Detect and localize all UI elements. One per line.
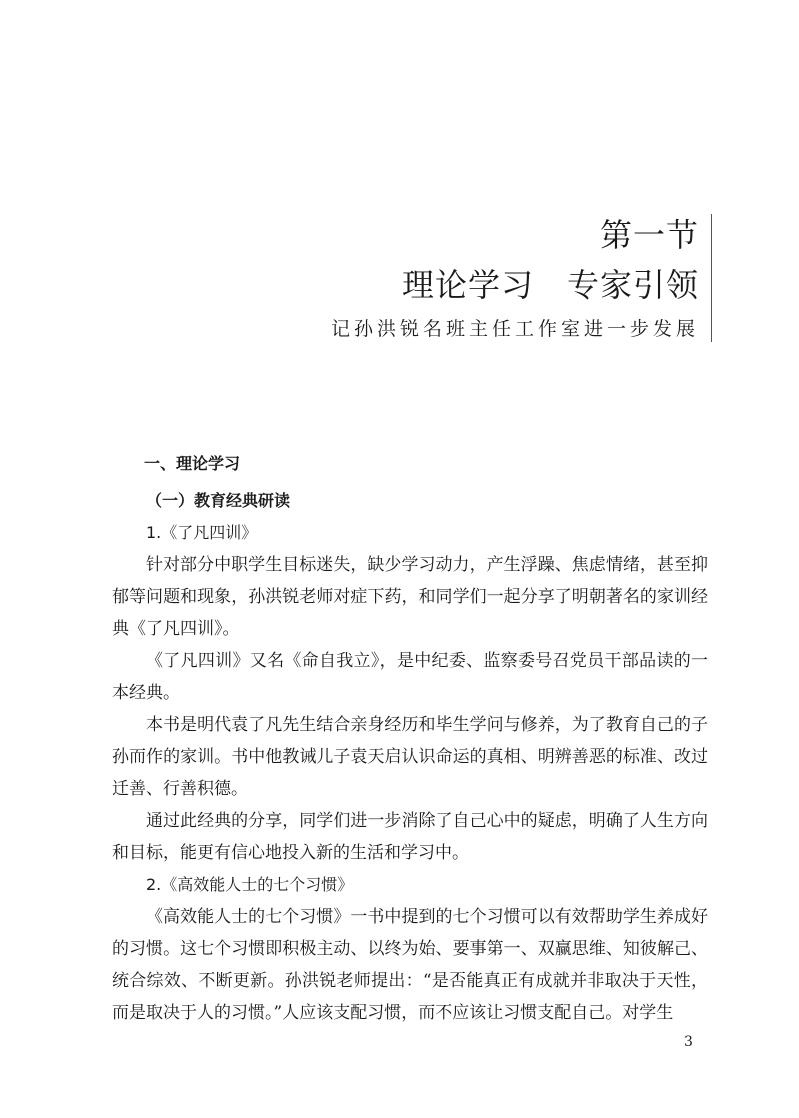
section-title: 理论学习 专家引领 (401, 266, 699, 304)
paragraph: 《了凡四训》又名《命自我立》，是中纪委、监察委号召党员干部品读的一本经典。 (112, 651, 708, 703)
section-subtitle: 记孙洪锐名班主任工作室进一步发展 (330, 318, 699, 340)
paragraph: 《高效能人士的七个习惯》一书中提到的七个习惯可以有效帮助学生养成好的习惯。这七个习惯即积极主动、以终为始、要事第一、双赢思维、知彼解己、统合综效、不断更新。孙洪锐老师提出：“是否能真正有成就并非取决于天性，而是取决于人的习惯。”人应该支配习惯，而不应该让习惯支配自己。对学生 (112, 907, 708, 1023)
item-2-title: 2.《高效能人士的七个习惯》 (146, 875, 354, 894)
section-header (331, 212, 699, 344)
header-vertical-rule (711, 214, 712, 342)
heading-theory-study: 一、理论学习 (144, 454, 241, 473)
section-label: 第一节 (599, 216, 699, 254)
page-number: 3 (684, 1034, 693, 1050)
paragraph: 本书是明代袁了凡先生结合亲身经历和毕生学问与修养，为了教育自己的子孙而作的家训。书中他教诫儿子袁天启认识命运的真相、明辨善恶的标准、改过迁善、行善积德。 (112, 715, 708, 799)
item-1-title: 1.《了凡四训》 (146, 523, 258, 542)
body-text (112, 448, 708, 1029)
heading-classics-reading: （一）教育经典研读 (146, 491, 291, 510)
paragraph: 针对部分中职学生目标迷失，缺少学习动力，产生浮躁、焦虑情绪，甚至抑郁等问题和现象，孙洪锐老师对症下药，和同学们一起分享了明朝著名的家训经典《了凡四训》。 (112, 555, 708, 639)
paragraph: 通过此经典的分享，同学们进一步消除了自己心中的疑虑，明确了人生方向和目标，能更有信心地投入新的生活和学习中。 (112, 811, 708, 863)
